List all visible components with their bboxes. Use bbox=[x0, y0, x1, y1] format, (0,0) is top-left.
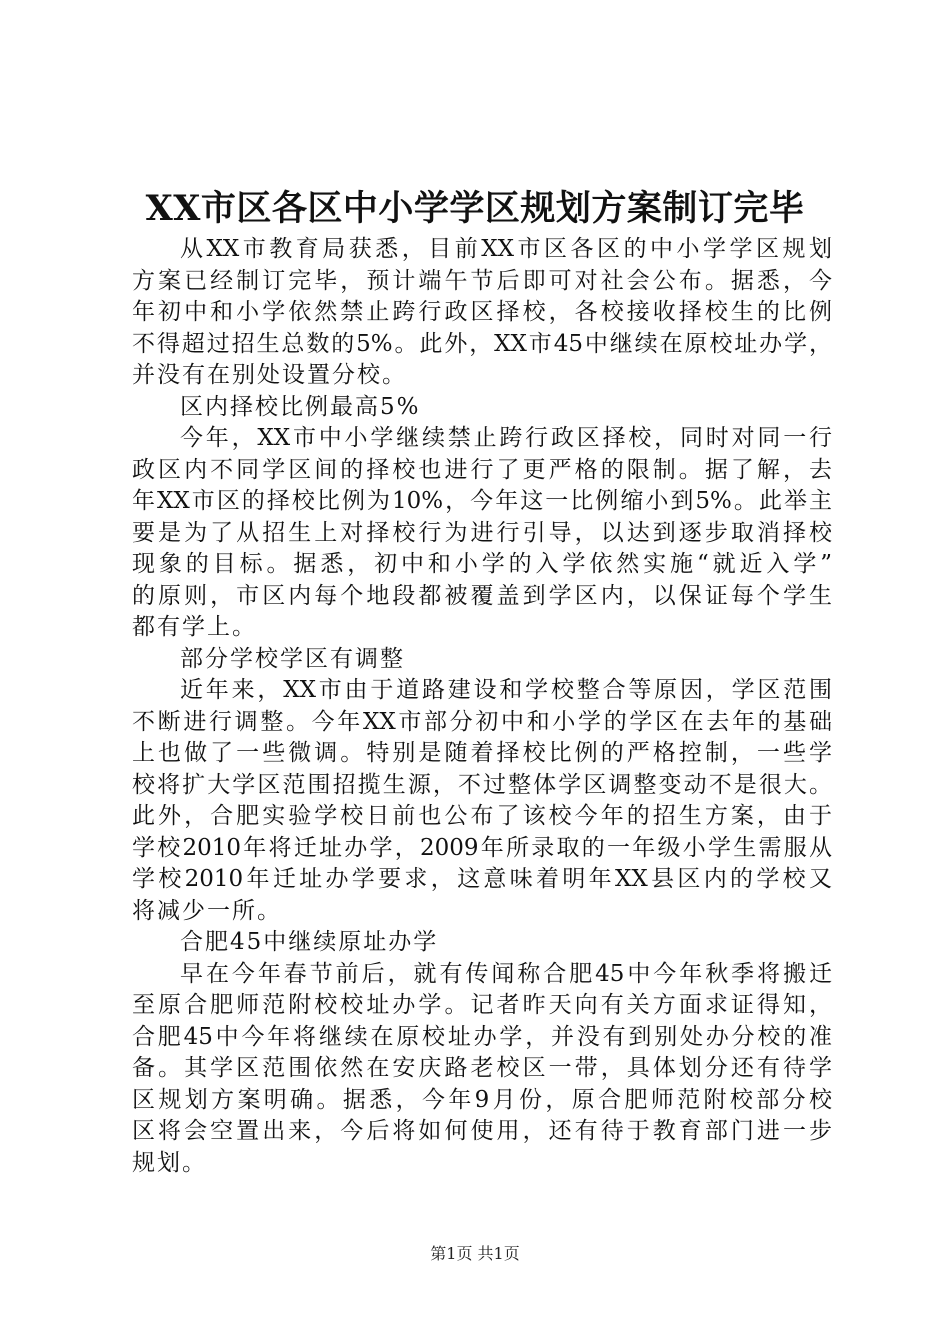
paragraph-3-line-4: 校将扩大学区范围招揽生源，不过整体学区调整变动不是很大。 bbox=[132, 771, 832, 798]
paragraph-3-line-3: 上也做了一些微调。特别是随着择校比例的严格控制，一些学 bbox=[132, 740, 832, 766]
paragraph-4-line-6: 区将会空置出来，今后将如何使用，还有待于教育部门进一步 bbox=[132, 1118, 832, 1144]
paragraph-4-line-7: 规划。 bbox=[132, 1149, 207, 1176]
paragraph-2-line-3: 年XX市区的择校比例为10%，今年这一比例缩小到5%。此举主 bbox=[132, 488, 832, 514]
section-heading-3: 合肥45中继续原址办学 bbox=[180, 929, 439, 955]
paragraph-4-line-1: 早在今年春节前后，就有传闻称合肥45中今年秋季将搬迁 bbox=[180, 960, 832, 987]
paragraph-2-line-7: 都有学上。 bbox=[132, 614, 257, 640]
paragraph-1-line-2: 方案已经制订完毕，预计端午节后即可对社会公布。据悉，今 bbox=[132, 267, 832, 294]
paragraph-2-line-1: 今年，XX市中小学继续禁止跨行政区择校，同时对同一行 bbox=[180, 425, 832, 451]
paragraph-2-line-6: 的原则，市区内每个地段都被覆盖到学区内，以保证每个学生 bbox=[132, 582, 832, 609]
paragraph-2-line-5: 现象的目标。据悉，初中和小学的入学依然实施“就近入学” bbox=[132, 551, 832, 577]
document-body bbox=[132, 234, 832, 1179]
paragraph-4-line-5: 区规划方案明确。据悉，今年9月份，原合肥师范附校部分校 bbox=[132, 1086, 832, 1113]
paragraph-2-line-4: 要是为了从招生上对择校行为进行引导，以达到逐步取消择校 bbox=[132, 519, 832, 546]
paragraph-1-line-1: 从XX市教育局获悉，目前XX市区各区的中小学学区规划 bbox=[180, 236, 832, 262]
paragraph-3-line-1: 近年来，XX市由于道路建设和学校整合等原因，学区范围 bbox=[180, 677, 832, 703]
paragraph-2-line-2: 政区内不同学区间的择校也进行了更严格的限制。据了解，去 bbox=[132, 456, 832, 483]
paragraph-4-line-2: 至原合肥师范附校校址办学。记者昨天向有关方面求证得知， bbox=[132, 992, 832, 1018]
paragraph-4-line-3: 合肥45中今年将继续在原校址办学，并没有到别处办分校的准 bbox=[132, 1023, 832, 1050]
paragraph-4-line-4: 备。其学区范围依然在安庆路老校区一带，具体划分还有待学 bbox=[132, 1055, 832, 1081]
paragraph-3-line-2: 不断进行调整。今年XX市部分初中和小学的学区在去年的基础 bbox=[132, 708, 832, 735]
document-title: XX市区各区中小学学区规划方案制订完毕 bbox=[145, 188, 805, 229]
paragraph-3-line-5: 此外，合肥实验学校日前也公布了该校今年的招生方案，由于 bbox=[132, 803, 832, 829]
paragraph-3-line-8: 将减少一所。 bbox=[132, 897, 282, 924]
section-heading-1: 区内择校比例最高5% bbox=[180, 393, 421, 420]
paragraph-3-line-7: 学校2010年迁址办学要求，这意味着明年XX县区内的学校又 bbox=[132, 866, 833, 892]
paragraph-3-line-6: 学校2010年将迁址办学，2009年所录取的一年级小学生需服从 bbox=[132, 834, 832, 861]
paragraph-1-line-4: 不得超过招生总数的5%。此外，XX市45中继续在原校址办学， bbox=[132, 330, 832, 357]
paragraph-1-line-5: 并没有在别处设置分校。 bbox=[132, 362, 407, 388]
paragraph-1-line-3: 年初中和小学依然禁止跨行政区择校，各校接收择校生的比例 bbox=[132, 299, 832, 325]
section-heading-2: 部分学校学区有调整 bbox=[180, 645, 405, 672]
page-footer: 第1页 共1页 bbox=[430, 1244, 520, 1263]
